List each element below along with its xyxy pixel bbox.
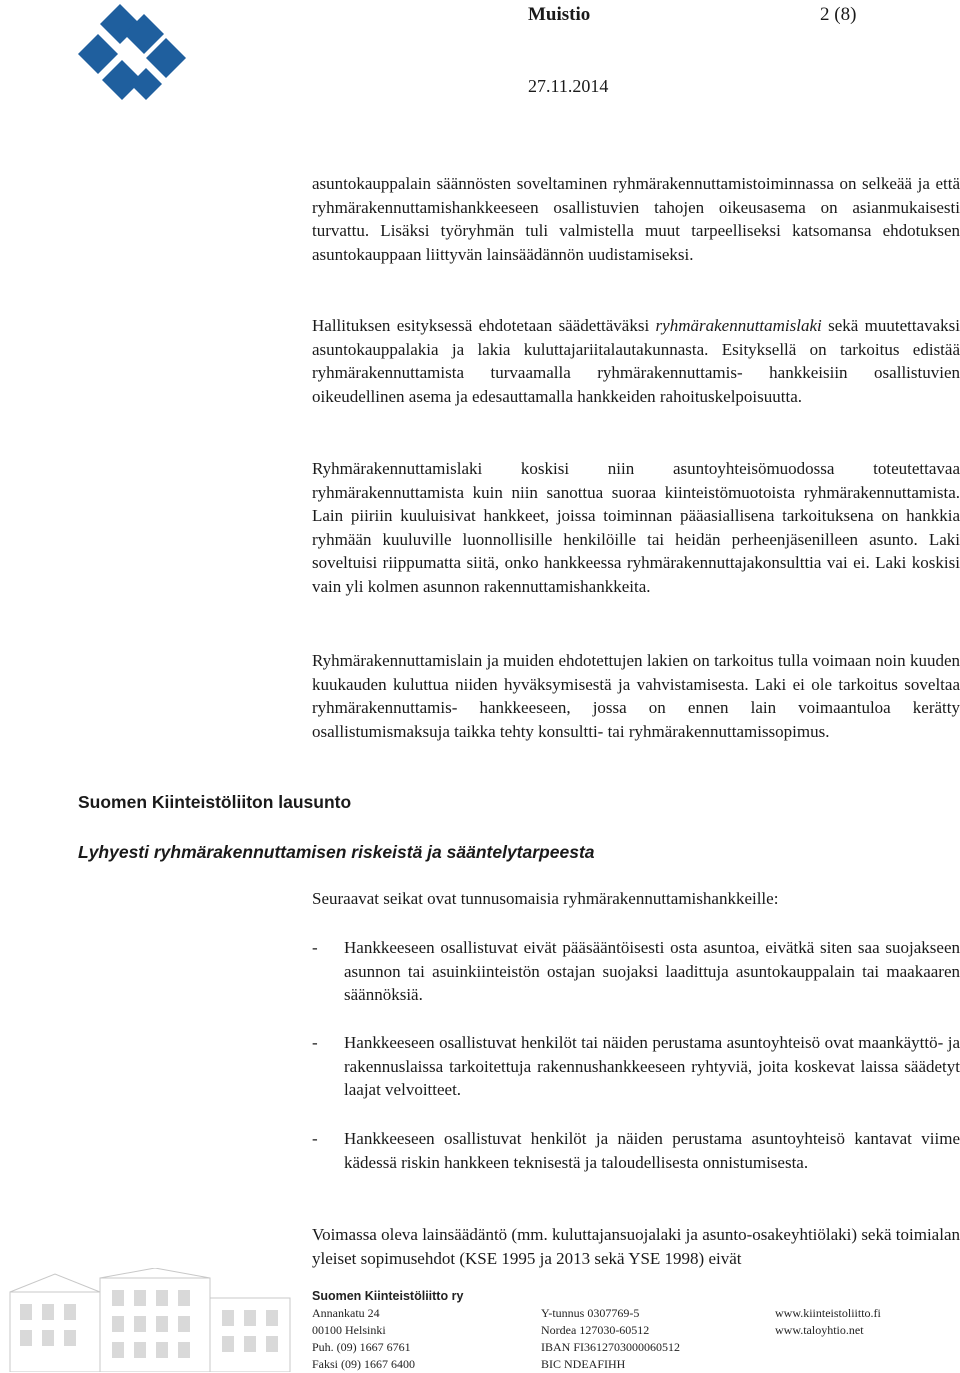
footer-ytunnus: Y-tunnus 0307769-5 bbox=[541, 1306, 640, 1320]
footer-org-name: Suomen Kiinteistöliitto ry bbox=[312, 1289, 464, 1303]
document-date: 27.11.2014 bbox=[528, 76, 609, 96]
list-item bbox=[312, 936, 960, 1007]
paragraph-effective-date bbox=[312, 649, 960, 743]
footer-phone: Puh. (09) 1667 6761 bbox=[312, 1340, 411, 1354]
footer-address: Annankatu 24 bbox=[312, 1306, 380, 1320]
paragraph-characteristics: Seuraavat seikat ovat tunnusomaisia ryhmärakennuttamishankkeille: bbox=[312, 889, 779, 908]
paragraph-text: hankkeisiin osallistuvien oikeudellinen asema ja edesauttamalla hankkeiden rahoituskelpoisuutta. bbox=[312, 363, 960, 406]
footer-postal: 00100 Helsinki bbox=[312, 1323, 386, 1337]
footer-iban: IBAN FI3612703000060512 bbox=[541, 1340, 681, 1354]
footer-link-kiinteistoliitto[interactable]: www.kiinteistoliitto.fi bbox=[775, 1306, 881, 1320]
list-item-text: Hankkeeseen osallistuvat henkilöt tai näiden perustama asuntoyhteisö ovat maankäyttö- ja rakennuslaissa tarkoitettuja rakennushankkeeseen ryhtyviä, joita koskevat laissa säädetyt laajat velvoitteet. bbox=[344, 1033, 960, 1099]
law-name-italic: ryhmärakennuttamislaki bbox=[655, 316, 822, 335]
paragraph-scope: Ryhmärakennuttamislaki koskisi niin asuntoyhteisömuodossa toteutettavaa ryhmärakennuttamista kuin niin sanottua suoraa kiinteistömuotoista ryhmärakennuttamista. Lain piiriin kuuluisivat hankkeet, joissa toiminnan pääasiallisena tarkoituksena on hankkia ryhmään kuuluville luonnollisille henkilöille tai heidän perheenjäsenilleen asunto. Laki soveltuisi riippumatta siitä, onko hankkeessa ryhmärakennuttajakonsulttia vai ei. Laki koskisi vain yli kolmen asunnon rakennuttamishankkeita. bbox=[312, 459, 960, 596]
side-heading: Suomen Kiinteistöliiton lausunto bbox=[78, 792, 352, 812]
paragraph-text: Ryhmärakennuttamislain ja muiden ehdotettujen lakien on tarkoitus tulla voimaan noin kuuden kuukauden kuluttua niiden hyväksymisestä ja vahvistamisesta. Laki ei ole tarkoitus soveltaa ryhmärakennuttamis- bbox=[312, 651, 960, 717]
dash-marker: - bbox=[312, 938, 318, 957]
page-number: 2 (8) bbox=[820, 4, 857, 25]
footer-contact bbox=[312, 1288, 463, 1373]
list-item bbox=[312, 1127, 960, 1174]
paragraph-intro: asuntokauppalain säännösten soveltaminen ryhmärakennuttamistoiminnassa on selkeää ja että ryhmärakennuttamishankkeeseen osallistuvien tahojen oikeusasema on asianmukaisesti turvattu. Lisäksi työryhmän tuli valmistella muut tarpeelliseksi katsomansa ehdotuksen asuntokauppaan liittyvän lainsäädännön uudistamiseksi. bbox=[312, 174, 960, 264]
paragraph-text: Hallituksen esityksessä ehdotetaan säädettäväksi bbox=[312, 316, 650, 335]
dash-marker: - bbox=[312, 1033, 318, 1052]
building-facade-icon bbox=[0, 1268, 300, 1372]
list-item-text: Hankkeeseen osallistuvat henkilöt ja näiden perustama asuntoyhteisö kantavat viime kädessä riskin hankkeen teknisestä ja taloudellisesta onnistumisesta. bbox=[344, 1129, 960, 1172]
logo-icon bbox=[78, 4, 190, 110]
paragraph-text: hankkeeseen, jossa on ennen lain voimaantuloa kerätty osallistumismaksuja taikka tehty konsultti- tai ryhmärakennuttamissopimus. bbox=[312, 698, 960, 741]
paragraph-text: sekä muutettavaksi asuntokauppalakia ja lakia kuluttajariitalautakunnasta. Esityksellä on tarkoitus edistää ryhmärakennuttamista turvaamalla ryhmärakennuttamis- bbox=[312, 316, 960, 382]
footer-fax: Faksi (09) 1667 6400 bbox=[312, 1357, 415, 1371]
footer-web bbox=[775, 1305, 881, 1339]
paragraph-current-legislation: Voimassa oleva lainsäädäntö (mm. kuluttajansuojalaki ja asunto-osakeyhtiölaki) sekä toimialan yleiset sopimusehdot (KSE 1995 ja 2013 sekä YSE 1998) eivät bbox=[312, 1225, 960, 1268]
list-item-text: Hankkeeseen osallistuvat eivät pääsääntöisesti osta asuntoa, eivätkä siten saa suojakseen asunnon tai asuinkiinteistön ostajan suojaksi laadittuja asuntokauppalain tai maakaaren säännöksiä. bbox=[344, 938, 960, 1004]
footer-link-taloyhtio[interactable]: www.taloyhtio.net bbox=[775, 1323, 864, 1337]
paragraph-government-proposal bbox=[312, 314, 960, 408]
section-heading: Lyhyesti ryhmärakennuttamisen riskeistä ja sääntelytarpeesta bbox=[78, 842, 595, 862]
dash-marker: - bbox=[312, 1129, 318, 1148]
footer-bank: Nordea 127030-60512 bbox=[541, 1323, 650, 1337]
document-title: Muistio bbox=[528, 4, 591, 25]
footer-banking bbox=[541, 1305, 680, 1373]
list-item bbox=[312, 1031, 960, 1102]
footer-bic: BIC NDEAFIHH bbox=[541, 1357, 626, 1371]
